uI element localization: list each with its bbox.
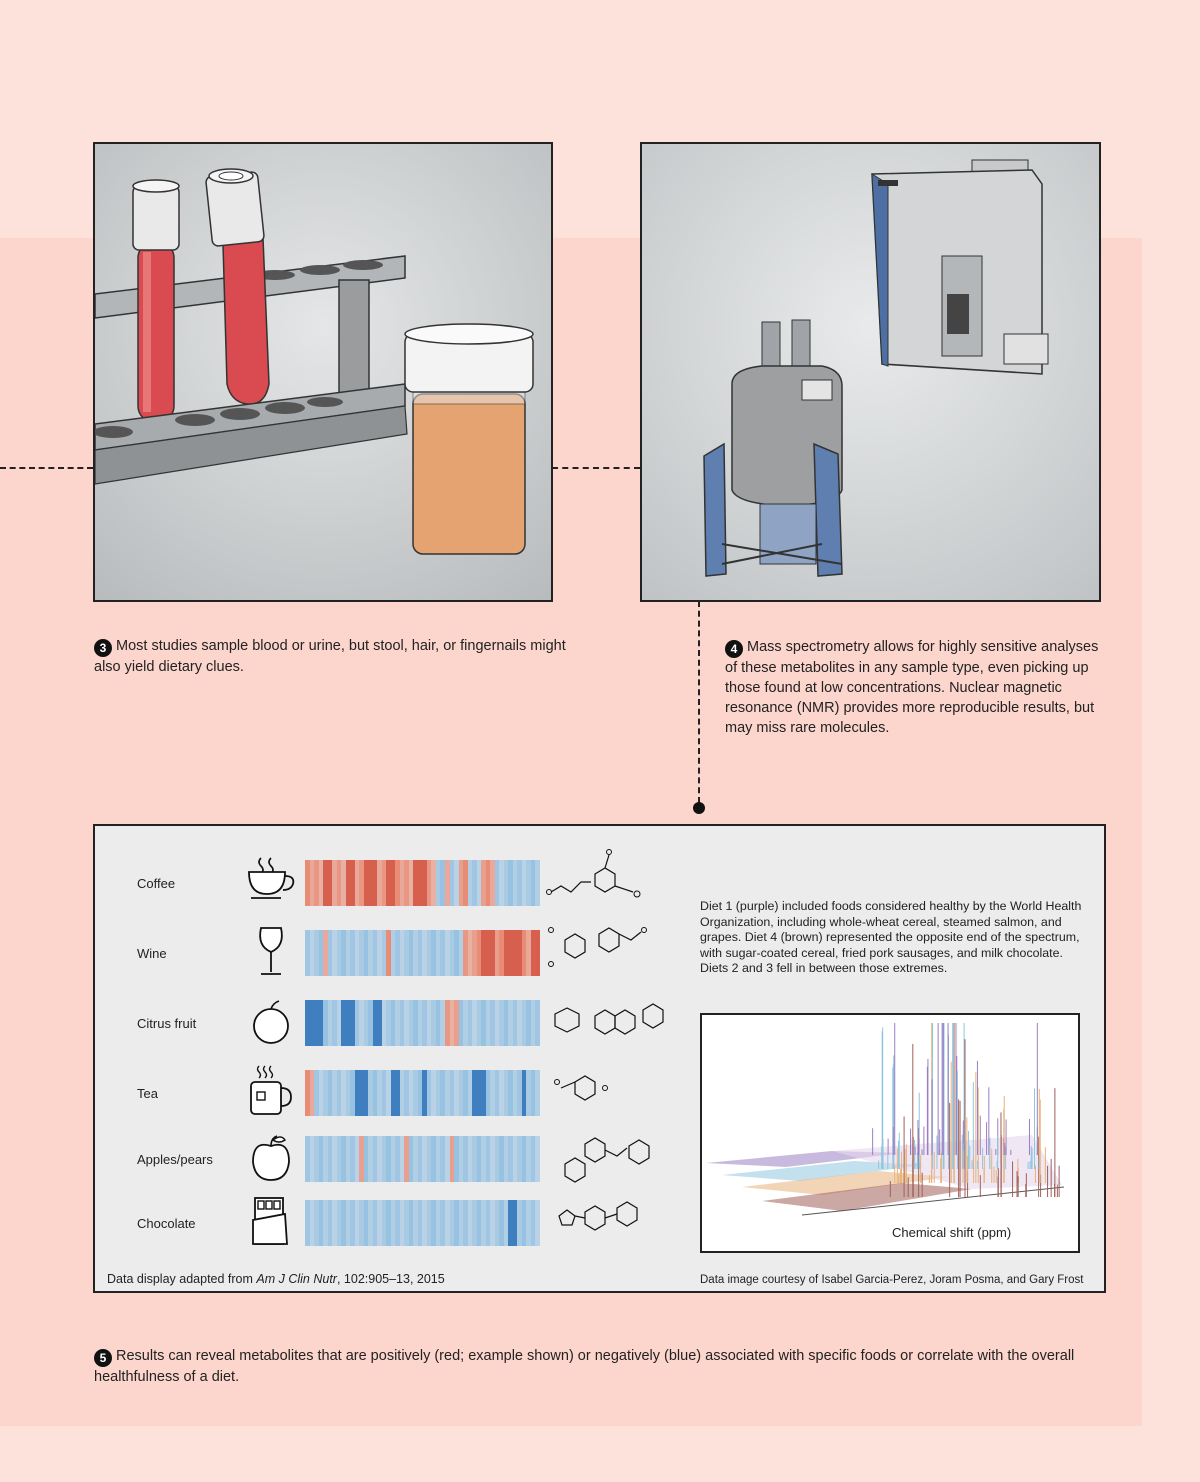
food-label: Tea bbox=[137, 1086, 158, 1101]
association-band bbox=[350, 1070, 355, 1116]
connector-left bbox=[0, 467, 93, 469]
step-5-text: Results can reveal metabolites that are positively (red; example shown) or negatively (blue) associated with specific foods or correlate with the overall healthfulness of a diet. bbox=[94, 1348, 1075, 1385]
association-strip bbox=[305, 860, 540, 906]
association-band bbox=[368, 1000, 373, 1046]
food-row-chocolate bbox=[95, 1194, 775, 1254]
food-label: Wine bbox=[137, 946, 167, 961]
molecule-structure-citrus bbox=[545, 982, 675, 1058]
credit-prefix: Data display adapted from bbox=[107, 1272, 257, 1286]
molecule-structure-coffee bbox=[545, 842, 675, 918]
association-band bbox=[535, 1200, 540, 1246]
food-label: Coffee bbox=[137, 876, 176, 891]
nmr-spectrum-plot bbox=[702, 1015, 1078, 1251]
molecule-structure-tea bbox=[545, 1052, 675, 1128]
nmr-spectrum-figure bbox=[700, 1013, 1080, 1253]
association-band bbox=[477, 930, 482, 976]
food-label: Apples/pears bbox=[137, 1152, 213, 1167]
association-band bbox=[535, 1070, 540, 1116]
association-band bbox=[418, 1070, 423, 1116]
food-row-coffee bbox=[95, 854, 775, 914]
credit-suffix: , 102:905–13, 2015 bbox=[336, 1272, 445, 1286]
step-4-caption bbox=[725, 637, 1100, 738]
instrument-illustration bbox=[642, 144, 1099, 600]
coffee-cup-icon bbox=[245, 854, 299, 910]
step-5-caption bbox=[94, 1346, 1104, 1387]
chemical-shift-axis-label: Chemical shift (ppm) bbox=[892, 1225, 1012, 1240]
association-strip bbox=[305, 1200, 540, 1246]
association-band bbox=[468, 1070, 473, 1116]
tea-mug-icon bbox=[245, 1064, 299, 1120]
food-label: Citrus fruit bbox=[137, 1016, 197, 1031]
association-band bbox=[409, 860, 414, 906]
image-credit: Data image courtesy of Isabel Garcia-Perez, Joram Posma, and Gary Frost bbox=[700, 1274, 1084, 1286]
connector-dot bbox=[693, 802, 705, 814]
sample-illustration-panel bbox=[93, 142, 553, 602]
orange-fruit-icon bbox=[245, 994, 299, 1050]
association-band bbox=[319, 860, 324, 906]
step-3-caption bbox=[94, 636, 569, 677]
association-band bbox=[526, 930, 531, 976]
diet-description: Diet 1 (purple) included foods considered healthy by the World Health Organization, including whole-wheat cereal, steamed salmon, and grapes. Diet 4 (brown) represented the opposite end of the spectrum, with sugar-coated cereal, fried pork sausages, and milk chocolate. Diets 2 and 3 fell in between those extremes. bbox=[700, 899, 1082, 976]
food-row-apples bbox=[95, 1130, 775, 1190]
sample-illustration bbox=[95, 144, 551, 600]
food-row-citrus bbox=[95, 994, 775, 1054]
association-strip bbox=[305, 1000, 540, 1046]
association-band bbox=[517, 1070, 522, 1116]
instrument-illustration-panel bbox=[640, 142, 1101, 602]
association-band bbox=[535, 1000, 540, 1046]
step-3-text: Most studies sample blood or urine, but stool, hair, or fingernails might also yield dietary clues. bbox=[94, 638, 566, 675]
wine-glass-icon bbox=[245, 924, 299, 980]
association-band bbox=[382, 860, 387, 906]
molecule-structure-wine bbox=[545, 912, 675, 988]
association-band bbox=[535, 1136, 540, 1182]
step-5-number: 5 bbox=[94, 1349, 112, 1367]
credit-journal: Am J Clin Nutr bbox=[256, 1272, 337, 1286]
association-strip bbox=[305, 930, 540, 976]
apple-icon bbox=[245, 1130, 299, 1186]
connector-middle bbox=[552, 467, 640, 469]
step-3-number: 3 bbox=[94, 639, 112, 657]
association-band bbox=[341, 860, 346, 906]
step-4-text: Mass spectrometry allows for highly sensitive analyses of these metabolites in any sample type, even picking up those found at low concentrations. Nuclear magnetic resonance (NMR) provides more reproducible results, but may miss rare molecules. bbox=[725, 639, 1099, 736]
association-strip bbox=[305, 1070, 540, 1116]
association-band bbox=[499, 930, 504, 976]
association-band bbox=[535, 930, 540, 976]
association-band bbox=[359, 860, 364, 906]
chocolate-bar-icon bbox=[245, 1194, 299, 1250]
association-band bbox=[504, 1200, 509, 1246]
food-row-wine bbox=[95, 924, 775, 984]
molecule-structure-chocolate bbox=[545, 1182, 675, 1258]
food-label: Chocolate bbox=[137, 1216, 196, 1231]
association-band bbox=[386, 1070, 391, 1116]
association-strip bbox=[305, 1136, 540, 1182]
association-band bbox=[535, 860, 540, 906]
food-row-tea bbox=[95, 1064, 775, 1124]
results-panel bbox=[93, 824, 1106, 1293]
data-source-credit bbox=[107, 1272, 445, 1286]
step-4-number: 4 bbox=[725, 640, 743, 658]
association-band bbox=[337, 1000, 342, 1046]
connector-vertical bbox=[698, 601, 700, 803]
